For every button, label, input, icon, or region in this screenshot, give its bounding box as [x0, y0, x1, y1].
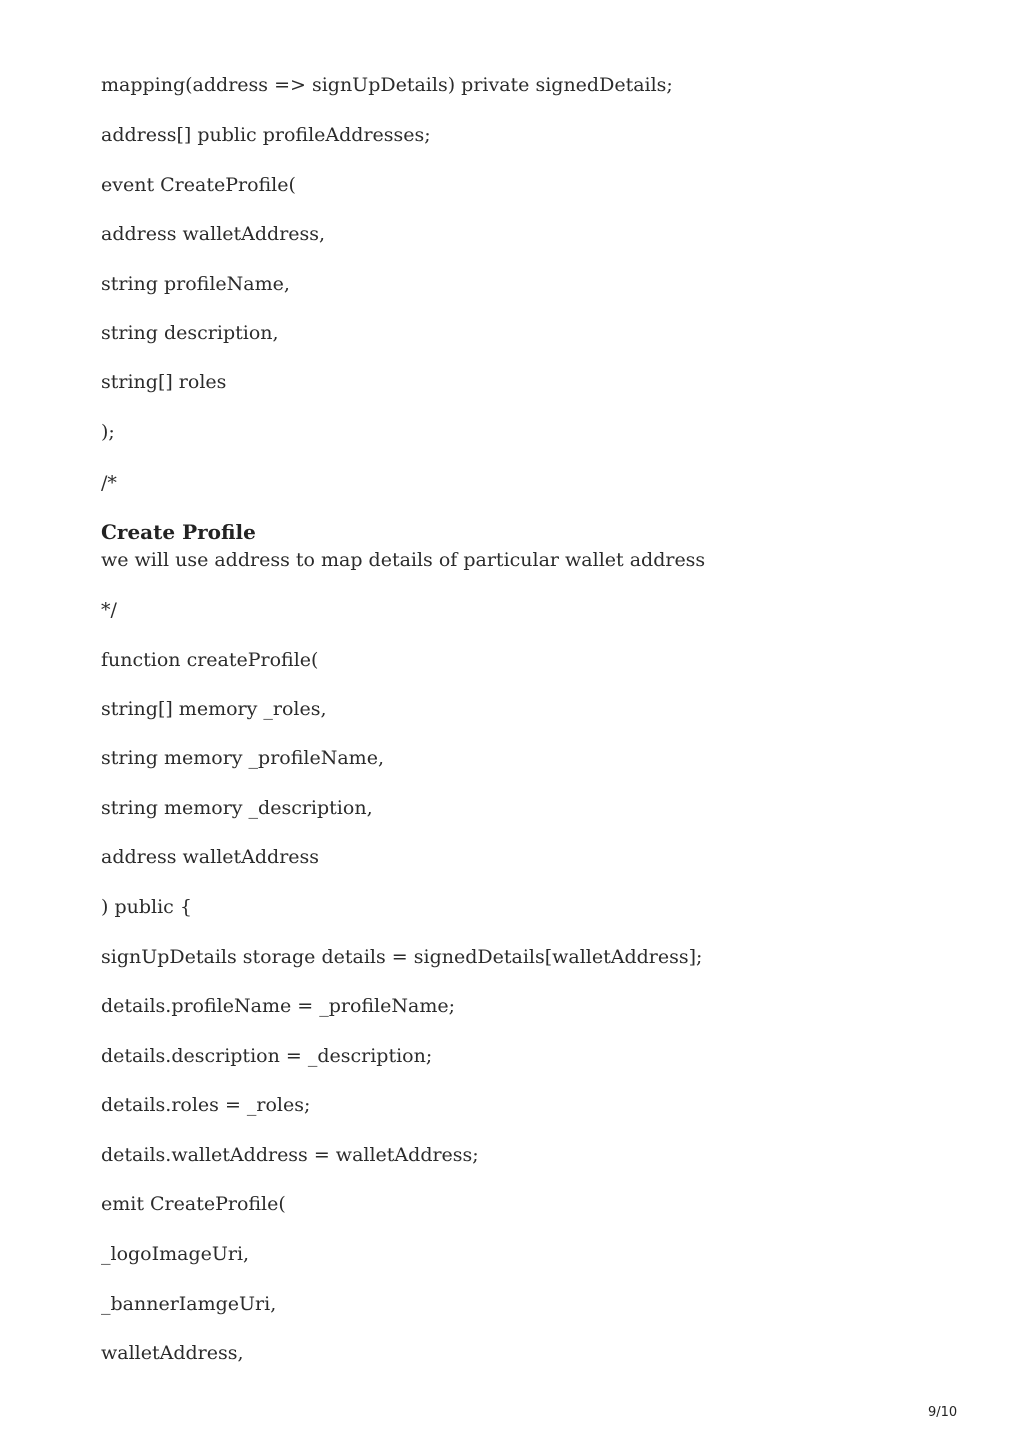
code-line: mapping(address => signUpDetails) private signedDetails;: [101, 74, 673, 96]
page-number: 9/10: [928, 1405, 958, 1420]
code-line: signUpDetails storage details = signedDetails[walletAddress];: [101, 946, 703, 968]
code-line: emit CreateProfile(: [101, 1193, 286, 1215]
code-line: string profileName,: [101, 273, 290, 295]
code-line: address walletAddress,: [101, 223, 326, 245]
section-description: we will use address to map details of particular wallet address: [101, 549, 706, 571]
code-line: */: [101, 599, 117, 621]
section-heading: Create Profile: [101, 520, 256, 544]
code-line: details.profileName = _profileName;: [101, 995, 455, 1017]
code-line: address walletAddress: [101, 846, 320, 868]
code-line: _bannerIamgeUri,: [101, 1293, 277, 1315]
code-line: details.roles = _roles;: [101, 1094, 311, 1116]
code-line: string description,: [101, 322, 279, 344]
code-line: event CreateProfile(: [101, 174, 296, 196]
code-line: string memory _description,: [101, 797, 373, 819]
code-line: /*: [101, 472, 117, 494]
code-line: ) public {: [101, 896, 192, 918]
code-line: string memory _profileName,: [101, 747, 384, 769]
code-line: );: [101, 421, 115, 443]
code-line: string[] memory _roles,: [101, 698, 327, 720]
code-line: _logoImageUri,: [101, 1243, 250, 1265]
code-line: walletAddress,: [101, 1342, 244, 1364]
code-line: address[] public profileAddresses;: [101, 124, 431, 146]
code-line: details.description = _description;: [101, 1045, 433, 1067]
code-line: string[] roles: [101, 371, 227, 393]
code-line: details.walletAddress = walletAddress;: [101, 1144, 479, 1166]
code-line: function createProfile(: [101, 649, 319, 671]
